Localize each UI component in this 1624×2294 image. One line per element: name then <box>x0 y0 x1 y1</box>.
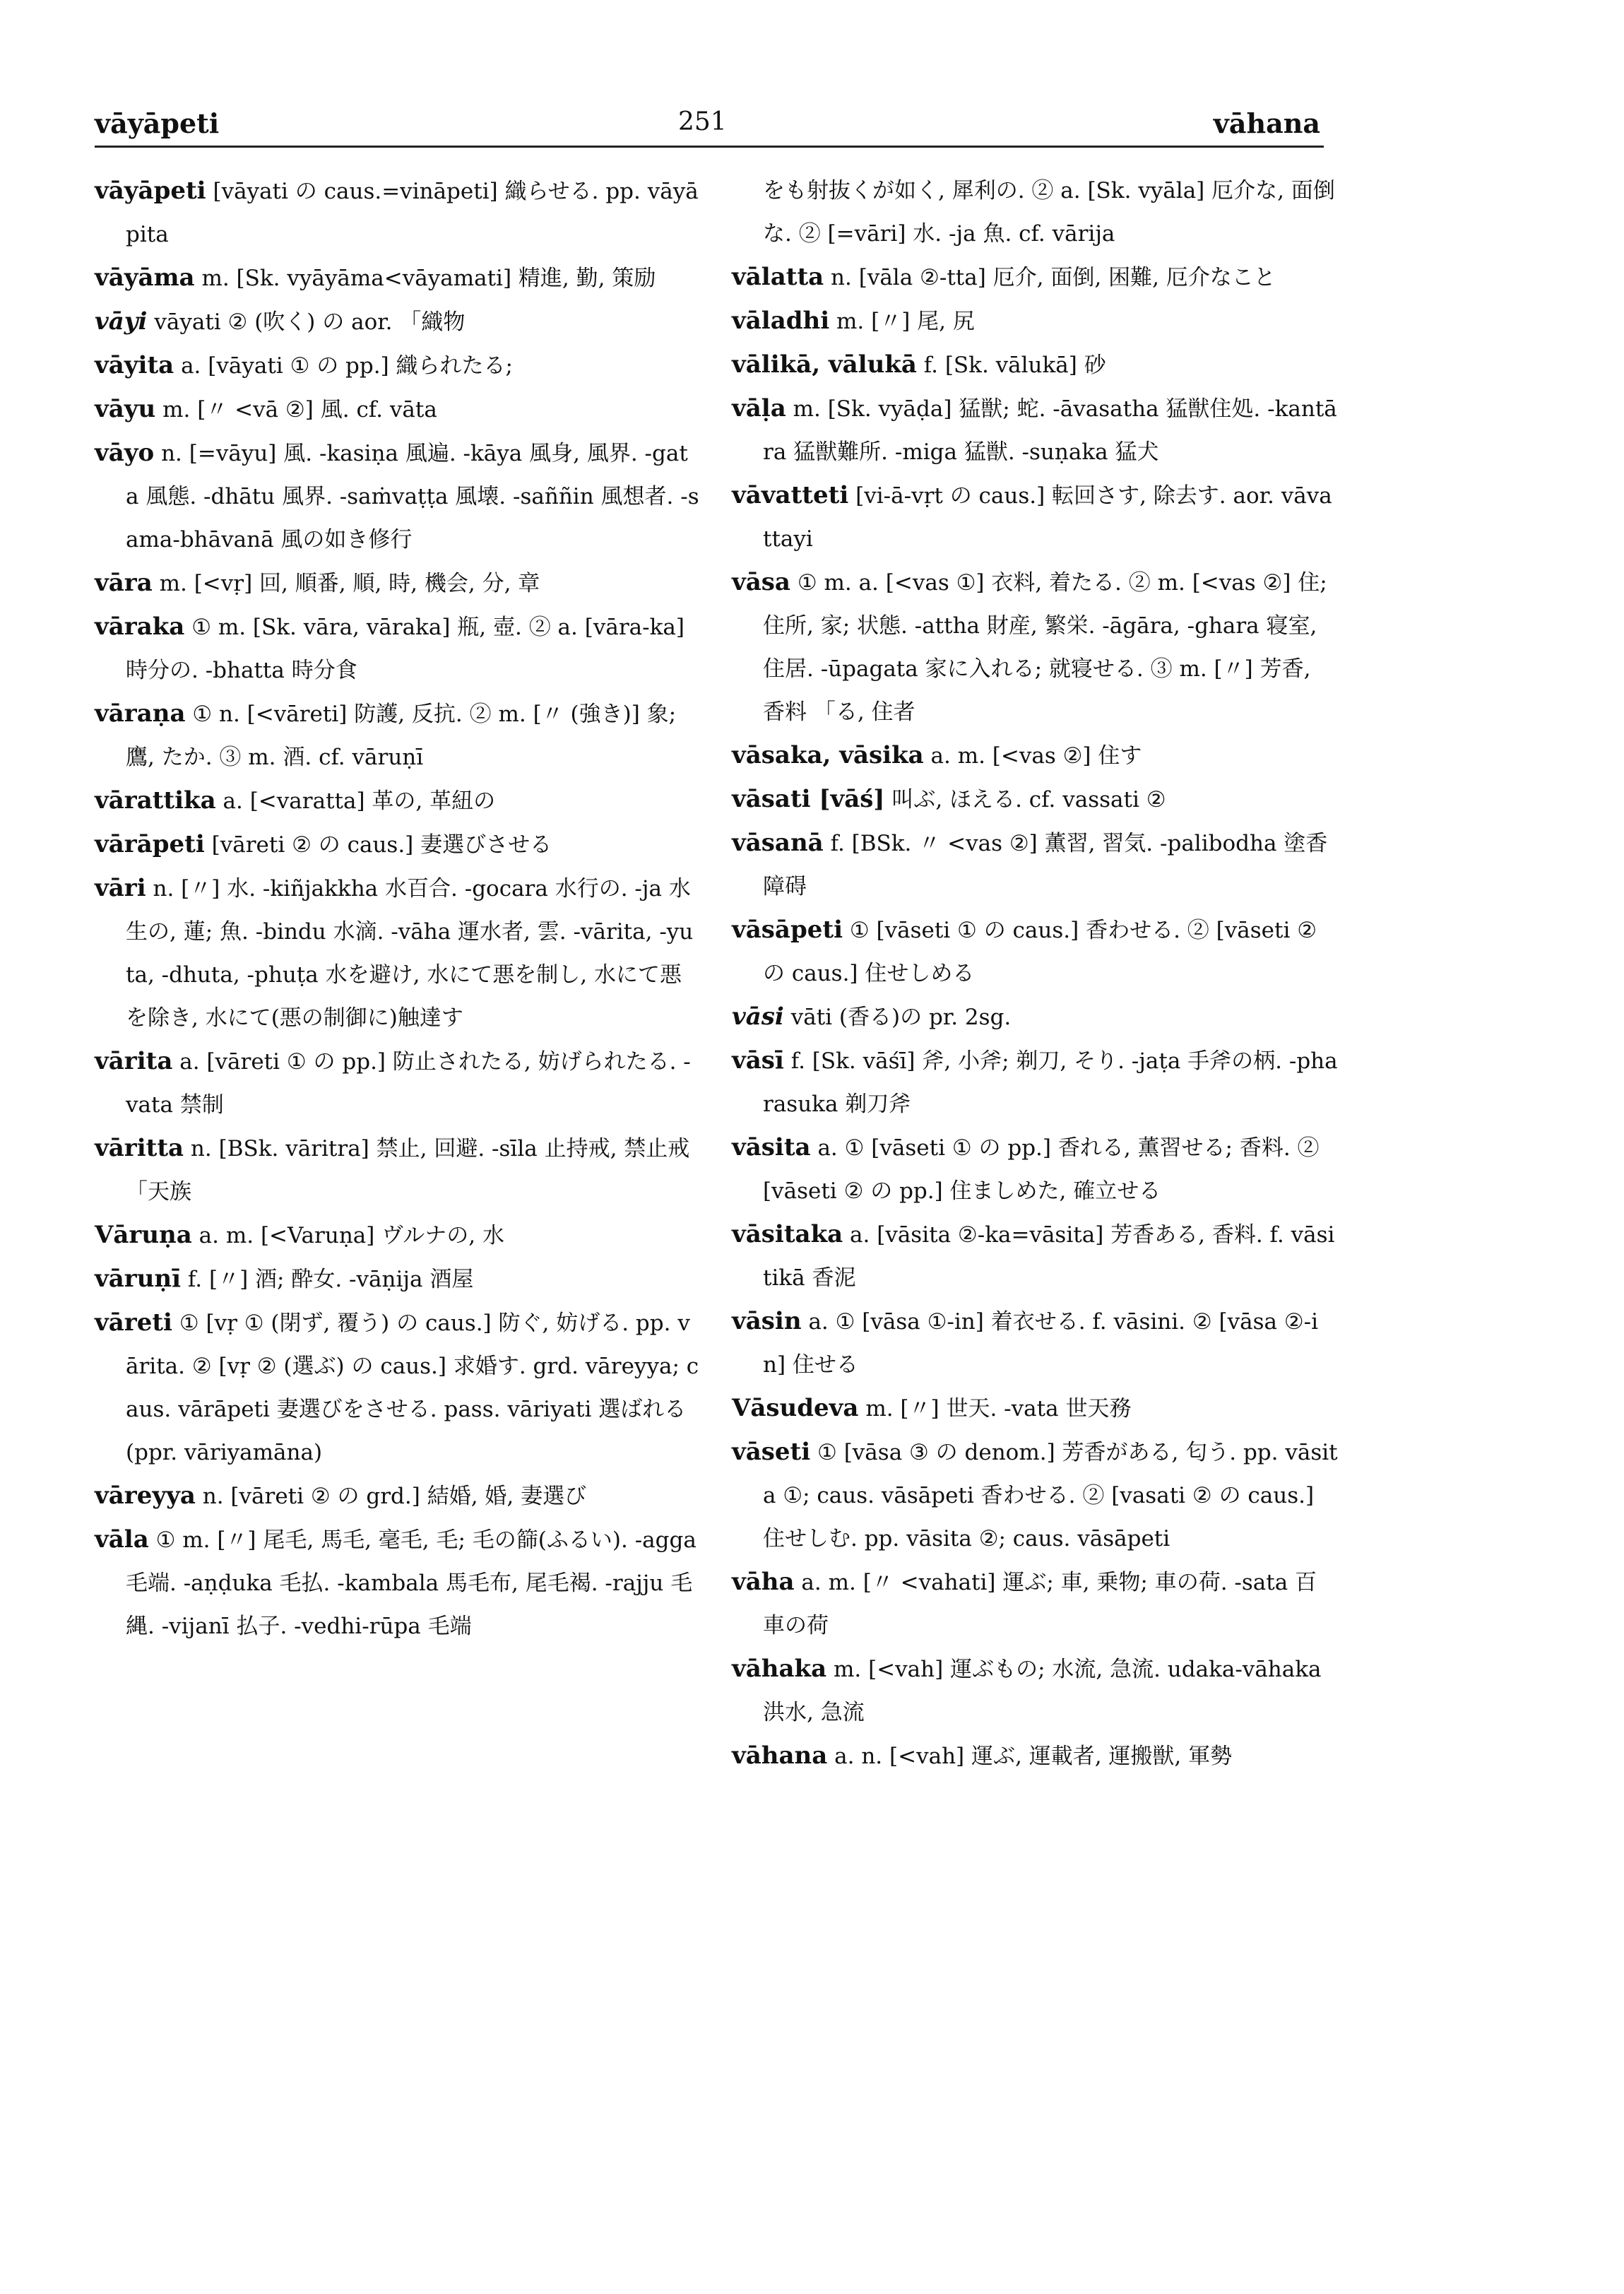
entry-definition: ① [vāseti ① の caus.] 香わせる. ② [vāseti ② の caus.] 住せしめる <box>763 918 1317 986</box>
entry-definition: ① [vṛ ① (閉ず, 覆う) の caus.] 防ぐ, 妨げる. pp. vārita. ② [vṛ ② (選ぶ) の caus.] 求婚す. grd. vāreyya; caus. vārāpeti 妻選びをさせる. pass. vāriyati 選ばれる (ppr. vāriyamāna) <box>126 1311 699 1465</box>
dictionary-entry <box>732 1561 1338 1648</box>
entry-definition: n. [〃] 水. -kiñjakkha 水百合. -gocara 水行の. -ja 水生の, 蓮; 魚. -bindu 水滴. -vāha 運水者, 雲. -vārita, -yuta, -dhuta, -phuṭa 水を避け, 水にて悪を制し, 水にて悪を除き, 水にて(悪の制御に)触達す <box>126 876 694 1031</box>
entry-definition: f. [〃] 酒; 酔女. -vāṇija 酒屋 <box>187 1267 474 1292</box>
dictionary-entry <box>732 1300 1338 1387</box>
dictionary-entry <box>95 1301 701 1474</box>
entry-headword: vāri <box>95 874 146 902</box>
dictionary-entry <box>732 256 1338 300</box>
entry-definition: a. n. [<vah] 運ぶ, 運載者, 運搬獣, 軍勢 <box>834 1744 1233 1769</box>
entry-definition: [vāreti ② の caus.] 妻選びさせる <box>211 832 552 858</box>
entry-headword: vāraka <box>95 613 185 641</box>
dictionary-entry <box>95 256 701 300</box>
entry-definition: [vāyati の caus.=vināpeti] 織らせる. pp. vāyāpita <box>126 179 699 247</box>
entry-definition: a. m. [〃 <vahati] 運ぶ; 車, 乗物; 車の荷. -sata 百車の荷 <box>763 1570 1317 1638</box>
entry-definition: f. [Sk. vālukā] 砂 <box>923 353 1106 378</box>
entry-definition: m. [<vṛ] 回, 順番, 順, 時, 機会, 分, 章 <box>159 571 540 596</box>
dictionary-entry <box>95 779 701 823</box>
dictionary-entry <box>95 1040 701 1127</box>
dictionary-entry <box>732 1387 1338 1431</box>
dictionary-entry <box>732 995 1338 1039</box>
entry-headword: vāra <box>95 569 153 597</box>
dictionary-entry <box>95 170 701 256</box>
entry-definition: ① m. [〃] 尾毛, 馬毛, 毫毛, 毛; 毛の篩(ふるい). -agga 毛端. -aṇḍuka 毛払. -kambala 馬毛布, 尾毛褐. -rajju 毛縄. -vijanī 払子. -vedhi-rūpa 毛端 <box>126 1527 697 1639</box>
entry-headword: vāruṇī <box>95 1265 182 1293</box>
dictionary-entry <box>732 561 1338 734</box>
entry-definition: m. [〃] 尾, 尻 <box>836 309 975 334</box>
entry-headword: vāritta <box>95 1134 184 1162</box>
entry-definition: m. [〃] 世天. -vata 世天務 <box>865 1396 1132 1421</box>
entry-headword: vāsaka, vāsika <box>732 741 924 769</box>
page-number: 251 <box>678 107 727 136</box>
entry-headword: vāhaka <box>732 1655 827 1683</box>
right-column <box>732 170 1338 1778</box>
dictionary-entry <box>732 1431 1338 1561</box>
entry-headword: vāyu <box>95 395 156 423</box>
entry-headword: vāvatteti <box>732 481 849 509</box>
entry-headword: vāsī <box>732 1046 784 1075</box>
entry-definition: vāyati ② (吹く) の aor. 「織物 <box>154 309 466 335</box>
dictionary-entry <box>732 1039 1338 1126</box>
entry-definition: ① [vāsa ③ の denom.] 芳香がある, 匂う. pp. vāsita ①; caus. vāsāpeti 香わせる. ② [vasati ② の caus.] 住せしむ. pp. vāsita ②; caus. vāsāpeti <box>763 1440 1338 1551</box>
dictionary-entry <box>95 432 701 562</box>
entry-headword: vāreyya <box>95 1482 196 1510</box>
dictionary-entry <box>732 909 1338 995</box>
entry-headword: vāsanā <box>732 829 824 857</box>
dictionary-entry <box>732 343 1338 387</box>
entry-headword: vārāpeti <box>95 830 205 858</box>
dictionary-entry <box>732 1734 1338 1778</box>
dictionary-entry <box>95 1518 701 1648</box>
dictionary-entry <box>732 300 1338 343</box>
entry-headword: vārattika <box>95 786 216 815</box>
entry-definition: n. [vāreti ② の grd.] 結婚, 婚, 妻選び <box>202 1484 587 1509</box>
dictionary-entry <box>95 692 701 779</box>
entry-definition: ① m. [Sk. vāra, vāraka] 瓶, 壺. ② a. [vāra-ka] 時分の. -bhatta 時分食 <box>126 615 684 683</box>
dictionary-entry <box>732 387 1338 474</box>
dictionary-entry <box>95 1127 701 1214</box>
left-column <box>95 170 701 1648</box>
dictionary-entry <box>732 1648 1338 1734</box>
entry-headword: vāyo <box>95 439 155 467</box>
entry-headword: vāyita <box>95 351 174 379</box>
running-head-right: vāhana <box>1213 107 1320 139</box>
entry-headword: vāraṇa <box>95 699 186 728</box>
dictionary-entry <box>95 605 701 692</box>
entry-definition: m. [<vah] 運ぶもの; 水流, 急流. udaka-vāhaka 洪水, 急流 <box>763 1657 1322 1725</box>
dictionary-entry <box>732 1126 1338 1213</box>
entry-headword: vāyi <box>95 307 148 336</box>
entry-headword: Vāsudeva <box>732 1394 859 1422</box>
entry-headword: vārita <box>95 1047 173 1075</box>
entry-definition: a. [<varatta] 革の, 革紐の <box>223 788 496 814</box>
dictionary-entry <box>732 1213 1338 1300</box>
running-head-left: vāyāpeti <box>95 107 220 139</box>
entry-headword: vālatta <box>732 263 824 291</box>
dictionary-entry <box>732 474 1338 561</box>
entry-headword: vāsa <box>732 568 790 596</box>
entry-headword: vāsati [vāś] <box>732 785 885 813</box>
entry-headword: vāyāma <box>95 264 195 292</box>
entry-definition: a. m. [<vas ②] 住す <box>930 743 1142 769</box>
entry-definition: a. ① [vāsa ①-in] 着衣せる. f. vāsini. ② [vāsa ②-in] 住せる <box>763 1309 1319 1378</box>
entry-definition: a. [vāreti ① の pp.] 防止されたる, 妨げられたる. -vata 禁制 <box>126 1049 691 1118</box>
dictionary-entry <box>95 823 701 867</box>
entry-definition: vāti (香る)の pr. 2sg. <box>790 1005 1012 1030</box>
dictionary-entry <box>95 867 701 1040</box>
dictionary-entry <box>732 734 1338 778</box>
entry-definition: をも射抜くが如く, 犀利の. ② a. [Sk. vyāla] 厄介な, 面倒な. ② [=vāri] 水. -ja 魚. cf. vārija <box>763 178 1335 247</box>
entry-definition: a. [vāsita ②-ka=vāsita] 芳香ある, 香料. f. vāsitikā 香泥 <box>763 1222 1335 1291</box>
entry-definition: m. [Sk. vyāyāma<vāyamati] 精進, 勤, 策励 <box>201 266 656 291</box>
entry-definition: f. [Sk. vāśī] 斧, 小斧; 剃刀, そり. -jaṭa 手斧の柄. -pharasuka 剃刀斧 <box>763 1048 1338 1117</box>
entry-definition: a. m. [<Varuṇa] ヴルナの, 水 <box>198 1223 504 1248</box>
entry-headword: vāhana <box>732 1742 828 1770</box>
entry-definition: n. [=vāyu] 風. -kasiṇa 風遍. -kāya 風身, 風界. -gata 風態. -dhātu 風界. -saṁvaṭṭa 風壊. -saññin 風想者. -sama-bhāvanā 風の如き修行 <box>126 441 699 552</box>
entry-headword: vāsāpeti <box>732 916 843 944</box>
entry-definition: a. [vāyati ① の pp.] 織られたる; <box>181 353 513 379</box>
entry-headword: vāha <box>732 1568 795 1596</box>
entry-headword: vāseti <box>732 1438 811 1466</box>
dictionary-entry <box>95 1474 701 1518</box>
entry-headword: Vāruṇa <box>95 1221 192 1249</box>
dictionary-entry <box>95 388 701 432</box>
entry-definition: m. [〃 <vā ②] 風. cf. vāta <box>162 397 437 422</box>
entry-definition: [vi-ā-vṛt の caus.] 転回さす, 除去す. aor. vāvattayi <box>763 483 1332 552</box>
entry-definition: f. [BSk. 〃 <vas ②] 薫習, 習気. -palibodha 塗香障碍 <box>763 831 1328 899</box>
entry-headword: vāḷa <box>732 394 786 422</box>
dictionary-entry <box>732 778 1338 822</box>
entry-headword: vāla <box>95 1525 149 1554</box>
dictionary-entry <box>95 300 701 344</box>
dictionary-entry <box>95 1214 701 1258</box>
entry-headword: vāsita <box>732 1133 811 1161</box>
dictionary-entry <box>732 170 1338 256</box>
entry-definition: ① n. [<vāreti] 防護, 反抗. ② m. [〃 (強き)] 象; 鷹, たか. ③ m. 酒. cf. vāruṇī <box>126 702 677 770</box>
entry-headword: vāsin <box>732 1307 802 1335</box>
entry-headword: vāyāpeti <box>95 177 206 205</box>
entry-headword: vāsi <box>732 1003 784 1031</box>
dictionary-entry <box>95 562 701 605</box>
entry-definition: ① m. a. [<vas ①] 衣料, 着たる. ② m. [<vas ②] 住; 住所, 家; 状態. -attha 財産, 繁栄. -āgāra, -ghara 寝室, 住居. -ūpagata 家に入れる; 就寝せる. ③ m. [〃] 芳香, 香料 「る, 住者 <box>763 570 1327 725</box>
entry-headword: vāsitaka <box>732 1220 843 1248</box>
entry-definition: n. [vāla ②-tta] 厄介, 面倒, 困難, 厄介なこと <box>831 265 1276 290</box>
entry-definition: 叫ぶ, ほえる. cf. vassati ② <box>891 787 1166 812</box>
entry-headword: vālikā, vālukā <box>732 350 917 379</box>
dictionary-entry <box>95 344 701 388</box>
entry-headword: vāladhi <box>732 307 830 335</box>
entry-definition: m. [Sk. vyāḍa] 猛獣; 蛇. -āvasatha 猛獣住処. -kantāra 猛獣難所. -miga 猛獣. -suṇaka 猛犬 <box>763 396 1337 465</box>
entry-definition: a. ① [vāseti ① の pp.] 香れる, 薫習せる; 香料. ② [vāseti ② の pp.] 住ましめた, 確立せる <box>763 1135 1320 1204</box>
dictionary-entry <box>732 822 1338 909</box>
dictionary-entry <box>95 1258 701 1301</box>
entry-headword: vāreti <box>95 1308 172 1337</box>
header-rule <box>95 146 1324 148</box>
entry-definition: n. [BSk. vāritra] 禁止, 回避. -sīla 止持戒, 禁止戒 「天族 <box>126 1136 690 1205</box>
